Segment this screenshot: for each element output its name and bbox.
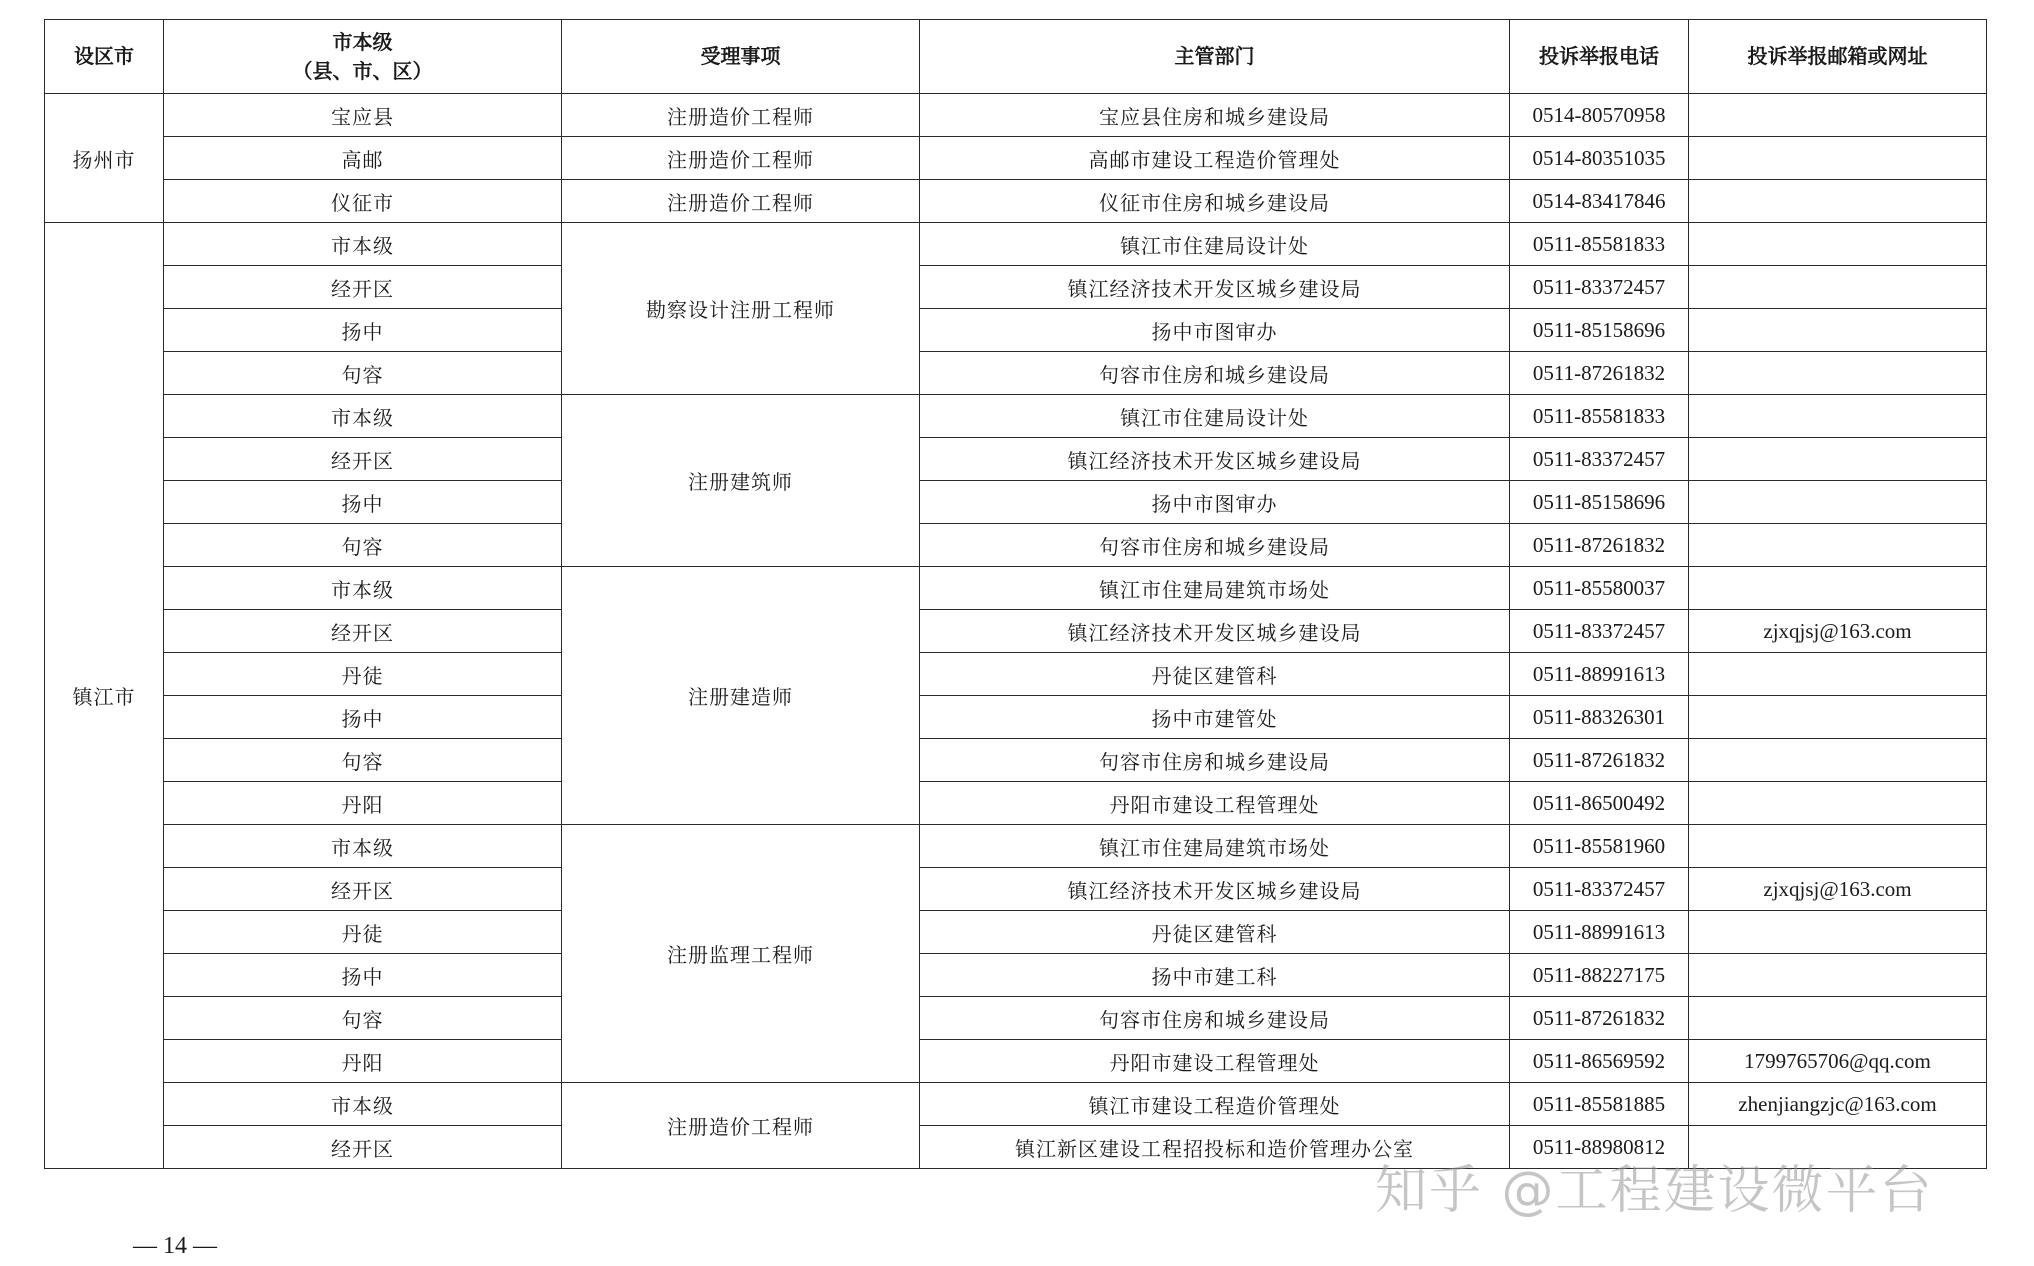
- dept-cell: 句容市住房和城乡建设局: [920, 739, 1510, 782]
- phone-cell: 0511-83372457: [1510, 868, 1689, 911]
- email-cell: zjxqjsj@163.com: [1689, 610, 1987, 653]
- level-cell: 市本级: [164, 1083, 562, 1126]
- table-row: [45, 438, 1987, 481]
- level-cell: 丹阳: [164, 782, 562, 825]
- level-cell: 市本级: [164, 395, 562, 438]
- header-dept: 主管部门: [920, 20, 1510, 94]
- email-cell: [1689, 352, 1987, 395]
- email-cell: [1689, 653, 1987, 696]
- table-body: [45, 94, 1987, 1169]
- level-cell: 仪征市: [164, 180, 562, 223]
- email-cell: [1689, 825, 1987, 868]
- table-row: [45, 1040, 1987, 1083]
- table-row: [45, 309, 1987, 352]
- level-cell: 句容: [164, 739, 562, 782]
- email-cell: [1689, 524, 1987, 567]
- level-cell: 扬中: [164, 309, 562, 352]
- phone-cell: 0514-80351035: [1510, 137, 1689, 180]
- level-cell: 市本级: [164, 223, 562, 266]
- header-city: 设区市: [45, 20, 164, 94]
- email-cell: [1689, 954, 1987, 997]
- phone-cell: 0511-85158696: [1510, 309, 1689, 352]
- dept-cell: 丹徒区建管科: [920, 911, 1510, 954]
- item-cell: 注册造价工程师: [562, 94, 920, 137]
- level-cell: 高邮: [164, 137, 562, 180]
- header-level-line2: （县、市、区）: [292, 58, 433, 83]
- header-level-line1: 市本级: [332, 29, 393, 54]
- level-cell: 句容: [164, 997, 562, 1040]
- table-row: [45, 352, 1987, 395]
- dept-cell: 丹阳市建设工程管理处: [920, 782, 1510, 825]
- email-cell: [1689, 696, 1987, 739]
- dept-cell: 镇江经济技术开发区城乡建设局: [920, 438, 1510, 481]
- email-cell: [1689, 266, 1987, 309]
- table-row: [45, 395, 1987, 438]
- city-cell: 扬州市: [45, 94, 164, 223]
- item-cell: 注册建造师: [562, 567, 920, 825]
- dept-cell: 句容市住房和城乡建设局: [920, 997, 1510, 1040]
- phone-cell: 0511-87261832: [1510, 739, 1689, 782]
- email-cell: [1689, 180, 1987, 223]
- email-cell: [1689, 481, 1987, 524]
- email-cell: 1799765706@qq.com: [1689, 1040, 1987, 1083]
- email-cell: [1689, 911, 1987, 954]
- item-cell: 注册造价工程师: [562, 1083, 920, 1169]
- phone-cell: 0511-83372457: [1510, 610, 1689, 653]
- phone-cell: 0511-85581833: [1510, 395, 1689, 438]
- email-cell: [1689, 395, 1987, 438]
- level-cell: 丹徒: [164, 911, 562, 954]
- phone-cell: 0511-86500492: [1510, 782, 1689, 825]
- level-cell: 句容: [164, 352, 562, 395]
- email-cell: [1689, 782, 1987, 825]
- table-row: [45, 954, 1987, 997]
- item-cell: 注册建筑师: [562, 395, 920, 567]
- table-row: [45, 524, 1987, 567]
- table-row: [45, 610, 1987, 653]
- table-row: [45, 911, 1987, 954]
- phone-cell: 0511-88991613: [1510, 653, 1689, 696]
- dept-cell: 镇江市住建局设计处: [920, 395, 1510, 438]
- table-row: [45, 997, 1987, 1040]
- phone-cell: 0511-83372457: [1510, 266, 1689, 309]
- email-cell: [1689, 223, 1987, 266]
- phone-cell: 0511-83372457: [1510, 438, 1689, 481]
- header-email: 投诉举报邮箱或网址: [1689, 20, 1987, 94]
- email-cell: [1689, 137, 1987, 180]
- level-cell: 扬中: [164, 696, 562, 739]
- dept-cell: 镇江经济技术开发区城乡建设局: [920, 610, 1510, 653]
- email-cell: [1689, 438, 1987, 481]
- level-cell: 市本级: [164, 825, 562, 868]
- item-cell: 注册监理工程师: [562, 825, 920, 1083]
- dept-cell: 镇江经济技术开发区城乡建设局: [920, 868, 1510, 911]
- phone-cell: 0511-85581885: [1510, 1083, 1689, 1126]
- table-row: [45, 266, 1987, 309]
- dept-cell: 镇江市建设工程造价管理处: [920, 1083, 1510, 1126]
- dept-cell: 镇江经济技术开发区城乡建设局: [920, 266, 1510, 309]
- item-cell: 注册造价工程师: [562, 180, 920, 223]
- header-item: 受理事项: [562, 20, 920, 94]
- table-row: [45, 137, 1987, 180]
- level-cell: 经开区: [164, 438, 562, 481]
- complaint-contact-table: [44, 19, 1987, 1169]
- email-cell: [1689, 997, 1987, 1040]
- dept-cell: 高邮市建设工程造价管理处: [920, 137, 1510, 180]
- dept-cell: 句容市住房和城乡建设局: [920, 524, 1510, 567]
- email-cell: zjxqjsj@163.com: [1689, 868, 1987, 911]
- dept-cell: 扬中市图审办: [920, 309, 1510, 352]
- email-cell: [1689, 739, 1987, 782]
- dept-cell: 仪征市住房和城乡建设局: [920, 180, 1510, 223]
- table-row: [45, 825, 1987, 868]
- phone-cell: 0511-85580037: [1510, 567, 1689, 610]
- table-row: [45, 180, 1987, 223]
- phone-cell: 0511-87261832: [1510, 997, 1689, 1040]
- level-cell: 扬中: [164, 481, 562, 524]
- dept-cell: 句容市住房和城乡建设局: [920, 352, 1510, 395]
- dept-cell: 宝应县住房和城乡建设局: [920, 94, 1510, 137]
- header-phone: 投诉举报电话: [1510, 20, 1689, 94]
- table-row: [45, 739, 1987, 782]
- dept-cell: 扬中市图审办: [920, 481, 1510, 524]
- item-cell: 注册造价工程师: [562, 137, 920, 180]
- email-cell: [1689, 567, 1987, 610]
- dept-cell: 扬中市建工科: [920, 954, 1510, 997]
- phone-cell: 0511-86569592: [1510, 1040, 1689, 1083]
- table-row: [45, 481, 1987, 524]
- level-cell: 句容: [164, 524, 562, 567]
- dept-cell: 镇江市住建局建筑市场处: [920, 567, 1510, 610]
- level-cell: 市本级: [164, 567, 562, 610]
- table-header-row: [45, 20, 1987, 94]
- table-row: [45, 94, 1987, 137]
- phone-cell: 0511-87261832: [1510, 524, 1689, 567]
- table-row: [45, 696, 1987, 739]
- page-number: — 14 —: [133, 1233, 217, 1259]
- table-row: [45, 567, 1987, 610]
- phone-cell: 0511-85581833: [1510, 223, 1689, 266]
- dept-cell: 扬中市建管处: [920, 696, 1510, 739]
- dept-cell: 镇江新区建设工程招投标和造价管理办公室: [920, 1126, 1510, 1169]
- level-cell: 丹徒: [164, 653, 562, 696]
- table-row: [45, 223, 1987, 266]
- header-level: [164, 20, 562, 94]
- phone-cell: 0511-88326301: [1510, 696, 1689, 739]
- item-cell: 勘察设计注册工程师: [562, 223, 920, 395]
- dept-cell: 镇江市住建局建筑市场处: [920, 825, 1510, 868]
- level-cell: 丹阳: [164, 1040, 562, 1083]
- table-row: [45, 1083, 1987, 1126]
- email-cell: zhenjiangzjc@163.com: [1689, 1083, 1987, 1126]
- level-cell: 扬中: [164, 954, 562, 997]
- dept-cell: 丹阳市建设工程管理处: [920, 1040, 1510, 1083]
- phone-cell: 0511-88227175: [1510, 954, 1689, 997]
- email-cell: [1689, 309, 1987, 352]
- phone-cell: 0511-88991613: [1510, 911, 1689, 954]
- level-cell: 宝应县: [164, 94, 562, 137]
- level-cell: 经开区: [164, 266, 562, 309]
- city-cell: 镇江市: [45, 223, 164, 1169]
- phone-cell: 0511-85581960: [1510, 825, 1689, 868]
- level-cell: 经开区: [164, 868, 562, 911]
- level-cell: 经开区: [164, 1126, 562, 1169]
- phone-cell: 0511-85158696: [1510, 481, 1689, 524]
- email-cell: [1689, 94, 1987, 137]
- dept-cell: 镇江市住建局设计处: [920, 223, 1510, 266]
- phone-cell: 0514-83417846: [1510, 180, 1689, 223]
- phone-cell: 0511-88980812: [1510, 1126, 1689, 1169]
- phone-cell: 0514-80570958: [1510, 94, 1689, 137]
- table-row: [45, 868, 1987, 911]
- zhihu-watermark: 知乎 @工程建设微平台: [1375, 1161, 1934, 1221]
- dept-cell: 丹徒区建管科: [920, 653, 1510, 696]
- table-row: [45, 653, 1987, 696]
- phone-cell: 0511-87261832: [1510, 352, 1689, 395]
- level-cell: 经开区: [164, 610, 562, 653]
- table-row: [45, 782, 1987, 825]
